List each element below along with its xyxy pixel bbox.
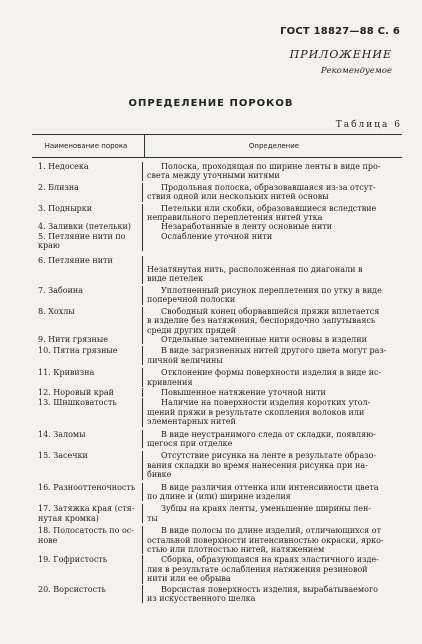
table-row	[32, 335, 402, 344]
table-row	[32, 202, 402, 223]
defect-definition: В виде различия оттенка или интенсивности цвета по длине и (или) ширине изделия	[142, 483, 402, 502]
defect-name: 10. Пятна грязные	[38, 346, 118, 356]
table-row	[32, 387, 402, 397]
defect-name: 19. Гофристость	[38, 555, 108, 565]
defect-definition: Незатянутая нить, расположенная по диагонали в виде петелек	[142, 256, 402, 284]
defect-definition: Свободный конец оборвавшейся пряжи вплетается в изделие без натяжения, беспорядочно запутываясь среди других прядей	[142, 307, 402, 335]
defect-definition: Уплотненный рисунок переплетения по утку в виде поперечной полоски	[142, 286, 402, 305]
defect-definition: Ворсистая поверхность изделия, вырабатываемого из искусственного шелка	[142, 585, 402, 604]
defect-name: 8. Хохлы	[38, 306, 75, 316]
table-row	[32, 584, 402, 604]
defect-definition: Продольная полоска, образовавшаяся из-за отсут- ствия одной или нескольких нитей основы	[142, 183, 402, 202]
table-row	[32, 427, 402, 449]
table-row	[32, 501, 402, 523]
table-row	[32, 448, 402, 479]
defect-name: 11. Кривизна	[38, 368, 95, 378]
table-row	[32, 344, 402, 365]
defect-name: 4. Заливки (петельки)	[38, 222, 131, 232]
defect-definition: Отсутствие рисунка на ленте в результате образо- вания складки во время нанесения рисунка при на- бивке	[142, 451, 402, 479]
table-row	[32, 232, 402, 251]
table-header	[32, 135, 402, 158]
defect-name: 16. Разнооттеночность	[38, 482, 136, 492]
defect-name: 14. Заломы	[38, 429, 86, 439]
table-row	[32, 523, 402, 554]
table-body	[32, 158, 402, 603]
table-row	[32, 305, 402, 335]
defect-definition: Ослабление уточной нити	[142, 232, 402, 251]
table-row	[32, 365, 402, 387]
table-row	[32, 222, 402, 231]
defect-definition: Петельки или скобки, образовавшиеся вследствие неправильного переплетения нитей утка	[142, 204, 402, 223]
defect-name: 15. Засечки	[38, 451, 88, 461]
recommended-label: Рекомендуемое	[320, 66, 392, 76]
defect-name: 1. Недосека	[38, 162, 89, 171]
defect-definition: В виде загрязненных нитей другого цвета могут раз- личной величины	[142, 346, 402, 365]
defect-name: 5. Петляние нити по краю	[38, 231, 126, 251]
defect-definition: Незаработанные в ленту основные нити	[142, 222, 402, 231]
defect-definition: Полоска, проходящая по ширине ленты в виде про- света между уточными нитями	[142, 162, 402, 181]
column-header-definition: Определение	[248, 142, 300, 150]
defect-name: 7. Забоина	[38, 285, 83, 295]
table-row	[32, 284, 402, 305]
gost-header: ГОСТ 18827—88 С. 6	[280, 26, 400, 37]
column-divider	[144, 135, 145, 157]
table-row	[32, 158, 402, 181]
defect-definition: Зубцы на краях ленты, уменьшение ширины лен- ты	[142, 504, 402, 523]
table-row	[32, 251, 402, 284]
defect-name: 20. Ворсистость	[38, 584, 106, 594]
appendix-label: ПРИЛОЖЕНИЕ	[289, 48, 392, 61]
defect-definition: Сборка, образующаяся на краях эластичного изде- лия в результате ослабления натяжения резиновой нити или ее обрыва	[142, 555, 402, 583]
defect-name: 6. Петляние нити	[38, 255, 113, 265]
defect-definition: Отдельные затемненные нити основы в изделии	[142, 335, 402, 344]
table-row	[32, 480, 402, 502]
defect-name: 2. Близна	[38, 182, 79, 192]
defect-definition: Наличие на поверхности изделия коротких утол- щений пряжи в результате скопления волоков или элементарных нитей	[142, 398, 402, 426]
table-row	[32, 181, 402, 202]
defects-table	[32, 134, 402, 603]
defect-definition: В виде полосы по длине изделий, отличающихся от остальной поверхности интенсивностью окраски, ярко- стью или плотностью нитей, натяжением	[142, 526, 402, 554]
defect-name: 12. Норовый край	[38, 387, 114, 397]
column-header-name: Наименование порока	[44, 142, 128, 150]
defect-name: 18. Полосатость по ос- нове	[38, 526, 134, 545]
page-title: ОПРЕДЕЛЕНИЕ ПОРОКОВ	[128, 98, 294, 109]
defect-name: 9. Нити грязные	[38, 334, 108, 344]
defect-definition: В виде неустранимого следа от складки, появляю- щегося при отделке	[142, 430, 402, 449]
defect-definition: Отклонение формы поверхности изделия в виде ис- кривления	[142, 368, 402, 387]
defect-name: 17. Затяжка края (стя- нутая кромка)	[38, 504, 135, 523]
defect-name: 3. Поднырки	[38, 203, 93, 213]
table-row	[32, 397, 402, 426]
table-row	[32, 554, 402, 583]
defect-definition: Повышенное натяжение уточной нити	[142, 388, 402, 397]
table-label: Таблица 6	[335, 120, 402, 130]
defect-name: 13. Шишковатость	[38, 398, 117, 408]
